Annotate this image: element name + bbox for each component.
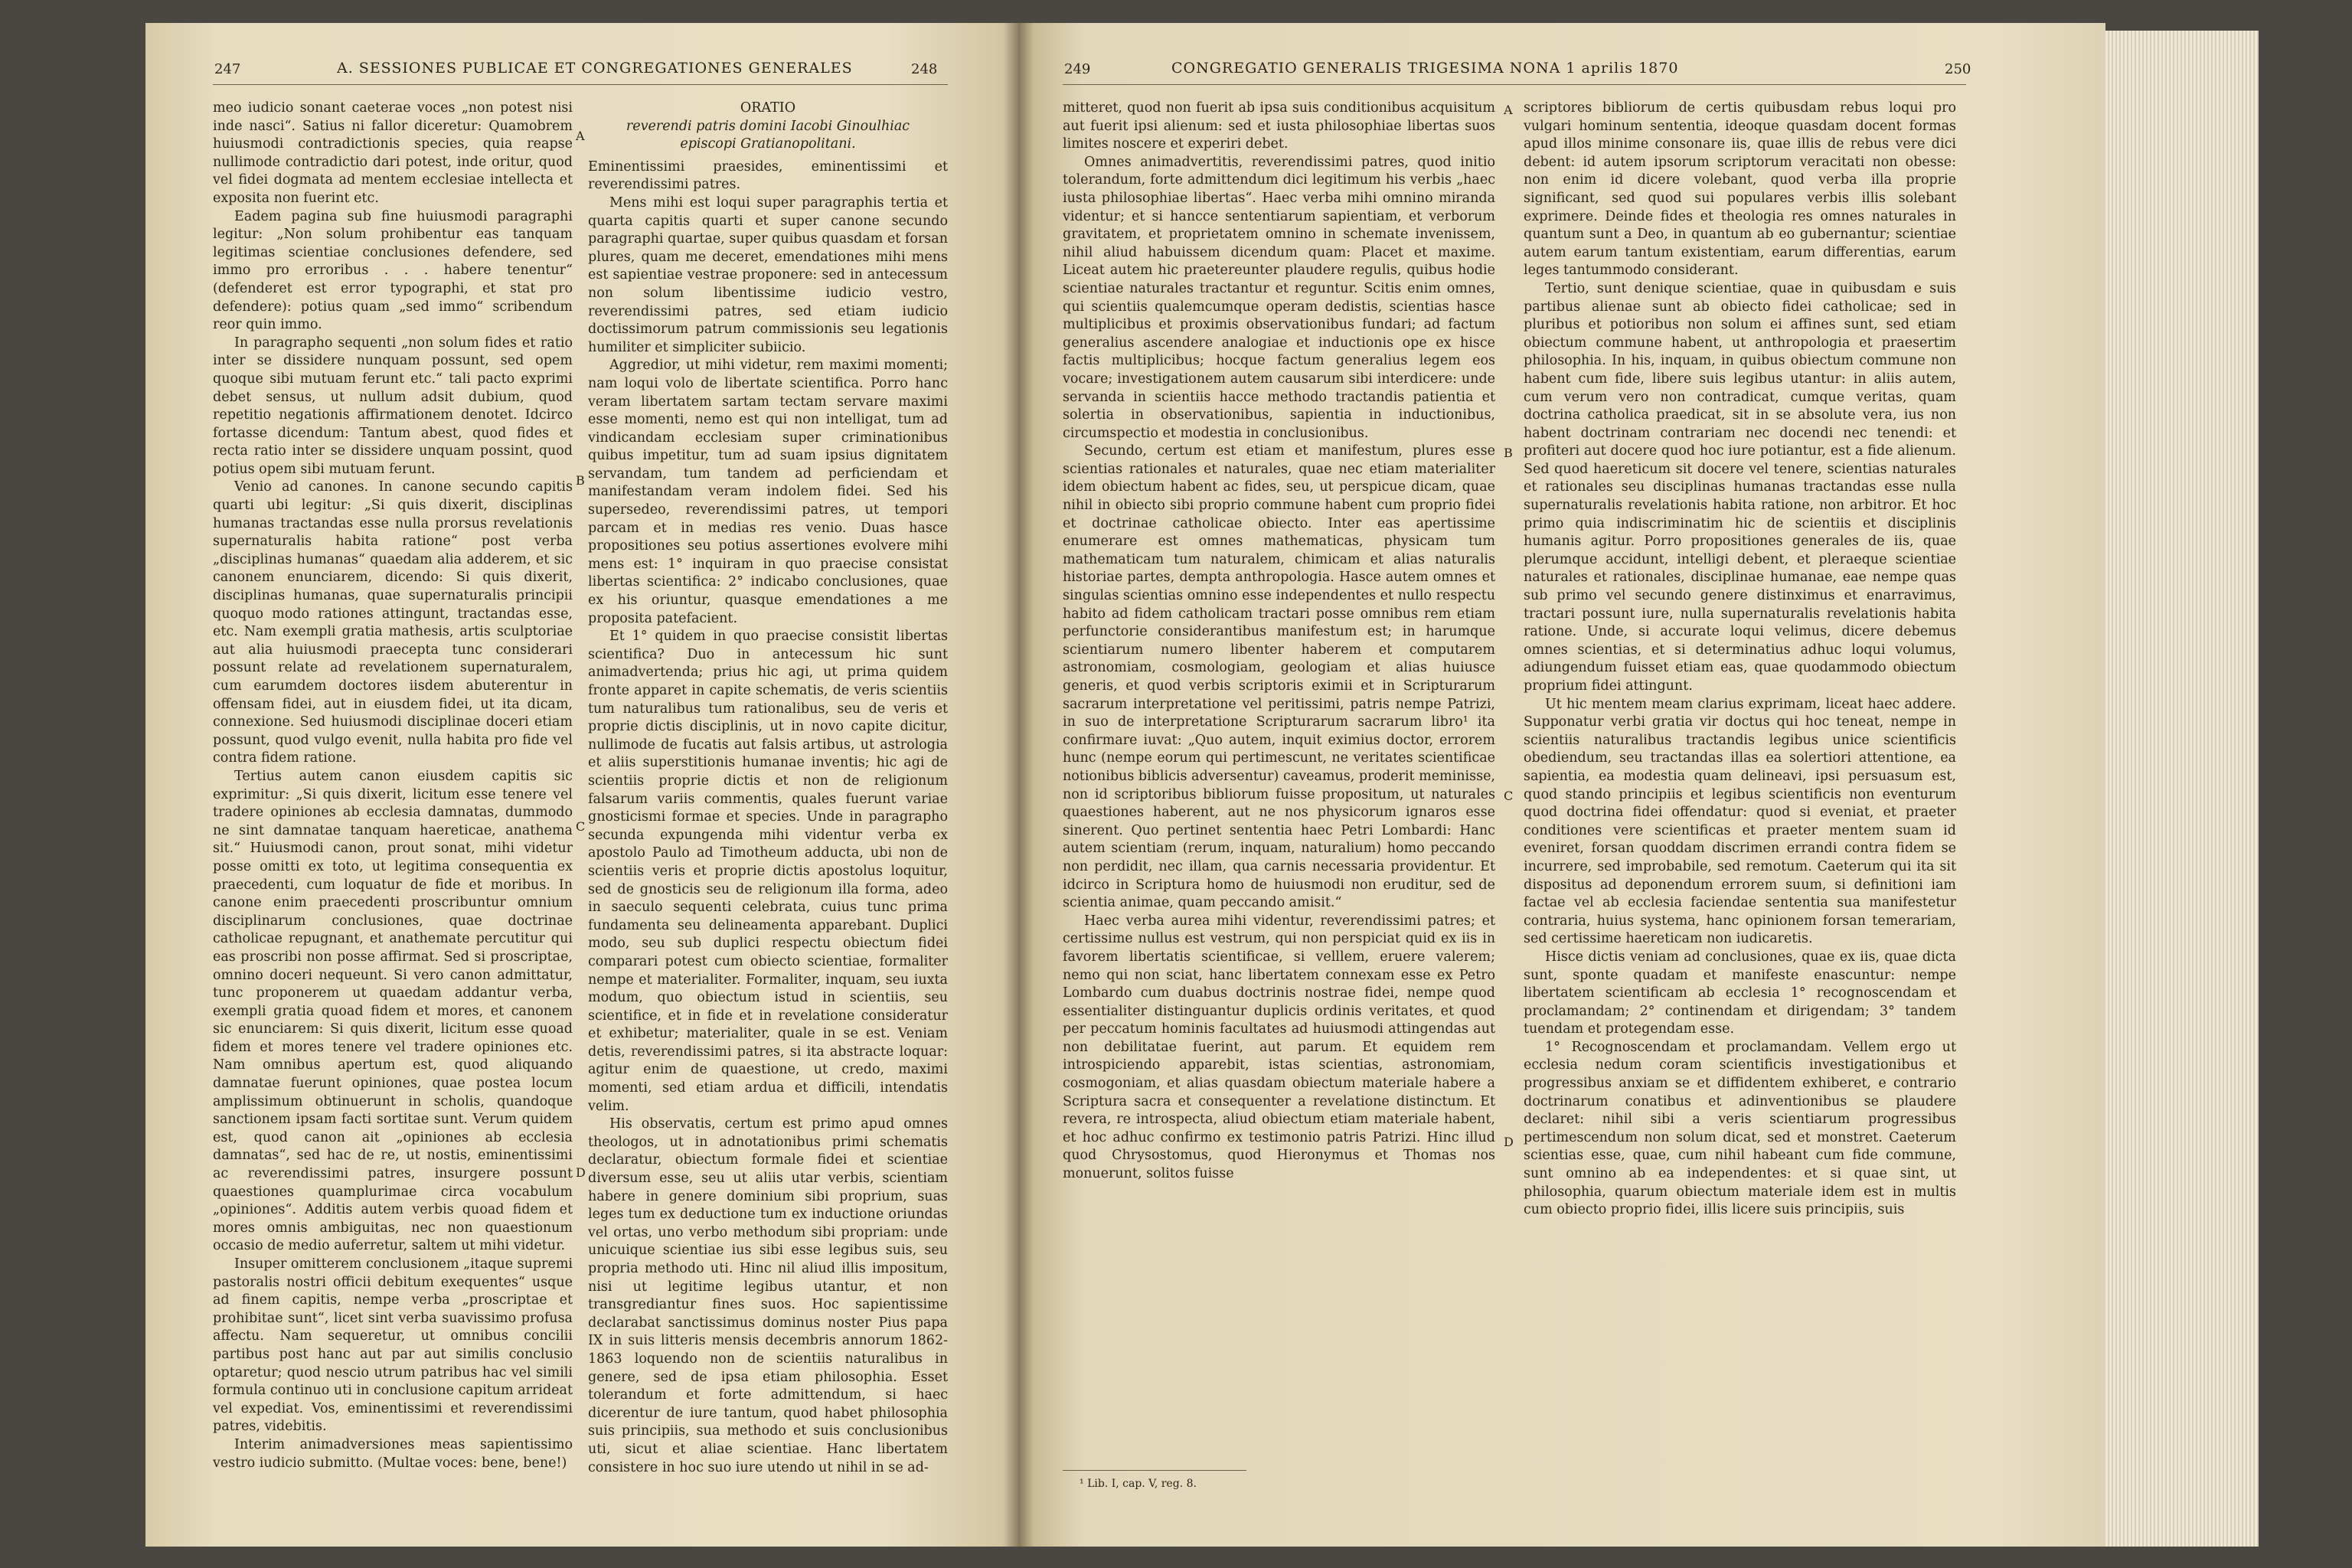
- paragraph: Eminentissimi praesides, eminentissimi et reverendissimi patres.: [588, 158, 948, 193]
- paragraph: Tertius autem canon eiusdem capitis sic exprimitur: „Si quis dixerit, licitum esse tenere vel tradere opiniones ab ecclesia damnatas, dummodo ne sint damnatae tanquam haereticae, anathema sit.“ Huiusmodi canon, prout sonat, mihi videtur posse omitti ex toto, ut legitima consequentia ex praecedenti, cum loquatur de fide et moribus. In canone enim praecedenti proscribuntur omnium disciplinarum conclusiones, quae doctrinae catholicae repugnant, et anathemate percutitur qui eas proscribi non posse affirmat. Sed si proscriptae, omnino doceri nequeunt. Si vero canon admittatur, tunc proponerem ut quaedam addantur verba, exempli gratia quoad fidem et mores, et canonem sic enunciarem: Si quis dixerit, licitum esse quoad fidem et mores tenere vel tradere opiniones etc. Nam omnibus apertum est, quod aliquando damnatae fuerunt opiniones, quae postea locum amplissimum obtinuerunt in scholis, quandoque sanctionem ipsam facti sortitae sunt. Verum quidem est, quod canon ait „opiniones ab ecclesia damnatas“, sed hac de re, ut nostis, eminentissimi ac reverendissimi patres, insurgere possunt quaestiones quamplurimae circa vocabulum „opiniones“. Additis autem verbis quoad fidem et mores omnis ambiguitas, nec non quaestionum occasio de medio auferretur, saltem ut mihi videtur.: [213, 768, 573, 1254]
- paragraph: Interim animadversiones meas sapientissimo vestro iudicio submitto. (Multae voces: bene, bene!): [213, 1436, 573, 1471]
- margin-letter: D: [576, 1165, 586, 1180]
- book-spread: [31, 23, 2282, 1554]
- margin-letter: D: [1504, 1135, 1514, 1149]
- paragraph: Tertio, sunt denique scientiae, quae in quibusdam e suis partibus alienae sunt ab obiecto fidei catholicae; sed in pluribus et potioribus non solum ei affines sunt, sed etiam obiectum commune habent, ut anthropologia et praesertim philosophia. In his, inquam, in quibus obiectum commune non habent cum fide, libere suis legibus utantur: in aliis autem, cum verum vero non contradicat, cumque veritas, quam doctrina catholica praedicat, sit in se absolute vera, ius non habent doctrinam contrariam nec docendi nec tenendi: et profiteri aut docere quod hoc iure potiantur, est a fide alienum. Sed quod haereticum sit docere vel tenere, scientias naturales et rationales seu disciplinas humanas tractandas esse nulla supernaturalis revelationis habita ratione, non arbitror. Et hoc primo quia indiscriminatim hic de scientiis et disciplinis humanis agitur. Porro propositiones generales de iis, quae plerumque accidunt, intelligi debent, et pleraeque scientiae naturales et rationales, disciplinae humanae, eae nempe quas sub primo vel secundo genere distinximus et enarravimus, tractari possunt iure, nulla supernaturalis revelationis habita ratione. Unde, si accurate loqui velimus, dicere debemus omnes scientias, et si determinatius adhuc loqui volumus, adiungendum fuisset etiam eas, quae quodammodo obiectum proprium fidei attingunt.: [1524, 280, 1956, 694]
- margin-letter: B: [1504, 446, 1513, 460]
- oratio-author: reverendi patris domini Iacobi Ginoulhiac: [626, 118, 910, 134]
- header-rule: [1063, 84, 1966, 85]
- paragraph: Haec verba aurea mihi videntur, reverendissimi patres; et certissime nullus est vestrum, qui non perspiciat quid ex iis in favorem libertatis scientificae, si velllem, eruere valerem; nemo qui non sciat, hanc libertatem connexam esse ex Petro Lombardo cum duabus doctrinis nostrae fidei, nempe quod essentialiter distinguantur duplicis ordinis veritates, et quod per peccatum hominis facultates ad huiusmodi attingendas aut non debilitatae fuerint, aut parum. Et equidem rem introspiciendo apparebit, istas scientias, astronomiam, cosmogoniam, et alias quasdam obiectum materiale habere a Scriptura sacra et consequenter a revelatione distinctum. Et revera, re introspecta, aliud obiectum etiam materiale habent, et hoc adhuc confirmo ex testimonio patris Patrizi. Hinc illud quod Chrysostomus, quod Hieronymus et Thomas nos monuerunt, solitos fuisse: [1063, 913, 1495, 1182]
- page-number: 249: [1064, 61, 1091, 77]
- oratio-see: episcopi Gratianopolitani.: [680, 136, 856, 152]
- page-number: 250: [1945, 61, 1971, 77]
- text-column-right: [588, 100, 948, 1477]
- paragraph: Et 1° quidem in quo praecise consistit libertas scientifica? Duo in antecessum hic sunt animadvertenda; prius hic agi, ut prima quidem fronte apparet in capite schematis, de veris scientiis tum naturalibus tum rationalibus, seu de veris et proprie dictis disciplinis, ut in novo capite dicitur, nullimode de fucatis aut falsis artibus, ut astrologia et aliis superstitionis humanae inventis; hic agi de scientiis proprie dictis et non de religionum falsarum variis commentis, quales fuerunt variae gnosticismi formae et species. Unde in paragrapho secunda expungenda mihi videntur verba ex apostolo Paulo ad Timotheum adducta, ubi non de scientiis veris et proprie dictis apostolus loquitur, sed de gnosticis seu de religionum illa forma, adeo in saeculo sequenti celebrata, cuius tunc prima fundamenta seu delineamenta apparebant. Duplici modo, seu sub duplici respectu obiectum fidei comparari potest cum obiecto scientiae, formaliter nempe et materialiter. Formaliter, inquam, seu iuxta modum, quo obiectum istud in scientiis, seu scientifice, et in fide et in revelatione consideratur et exhibetur; materialiter, quale in se est. Veniam detis, reverendissimi patres, si ita abstracte loquar: agitur enim de quaestione, ut credo, maximi momenti, sed etiam ardua et difficili, intendatis velim.: [588, 629, 948, 1114]
- margin-letter: A: [576, 129, 585, 143]
- paragraph: Aggredior, ut mihi videtur, rem maximi momenti; nam loqui volo de libertate scientifica. Porro hanc veram libertatem sartam tectam servare maximi esse momenti, nemo est qui non intelligat, tum ad vindicandam ecclesiam super criminationibus quibus impetitur, tum ad suam ipsius dignitatem servandam, tum tandem ad perficiendam et manifestandam veram indolem fidei. Sed his supersedeo, reverendissimi patres, ut tempori parcam et in medias res venio. Duas hasce propositiones seu potius assertiones evolvere mihi mens est: 1° inquiram in quo praecise consistat libertas scientifica: 2° indicabo conclusiones, quae ex his oriuntur, quasque emendationes a me proposita patefacient.: [588, 358, 948, 626]
- paragraph: Mens mihi est loqui super paragraphis tertia et quarta capitis quarti et super canone secundo paragraphi quartae, super quibus quasdam et forsan plures, quam me deceret, emendationes mihi mens est sapientiae vestrae proponere: sed in antecessum non solum libentissime iudicio vestro, reverendissimi patres, sed etiam iudicio doctissimorum patrum commissionis seu legationis humiliter et simpliciter subiicio.: [588, 194, 948, 355]
- header-rule: [213, 84, 948, 85]
- left-page: [145, 23, 1018, 1547]
- paragraph: 1° Recognoscendam et proclamandam. Vellem ergo ut ecclesia nedum coram scientificis investigationibus et progressibus anxiam se et diffidentem exhiberet, e contrario doctrinarum conatibus et adinventionibus se plaudere declaret: nihil sibi a veris scientiarum progressibus pertimescendum non solum dicat, sed et monstret. Caeterum scientias esse, quae, cum nihil habeant cum fide commune, sunt omnino ab ea independentes: et si quae sint, ut philosophia, quarum obiectum materiale idem est in multis cum obiecto proprio fidei, illis licere suis principiis, suis: [1524, 1039, 1956, 1218]
- footnote: ¹ Lib. I, cap. V, reg. 8.: [1080, 1478, 1197, 1490]
- paragraph: In paragrapho sequenti „non solum fides et ratio inter se dissidere nunquam possunt, sed opem quoque sibi mutuam ferunt etc.“ tali pacto exprimi debet sensus, ut nullum adsit dubium, quod repetitio negationis affirmationem denotet. Idcirco fortasse dicendum: Tantum abest, quod fides et recta ratio inter se dissidere unquam possint, quod potius opem sibi mutuam ferunt.: [213, 335, 573, 477]
- margin-letter: C: [576, 819, 586, 834]
- text-column-right: [1524, 100, 1956, 1220]
- paragraph: meo iudicio sonant caeterae voces „non potest nisi inde nasci“. Satius ni fallor diceretur: Quamobrem huiusmodi contradictionis species, quia reapse nullimode contradictio dari potest, inde oritur, quod vel fidei dogmata ad mentem ecclesiae intellecta et exposita non fuerint etc.: [213, 100, 573, 206]
- paragraph: scriptores bibliorum de certis quibusdam rebus loqui pro vulgari hominum sententia, ideoque quasdam docent formas apud illos minime consonare iis, quae illis de rebus vere dici debent: id autem ipsorum scriptorum veracitati non obesse: non enim id dicere volebant, quod verba illa proprie significant, sed quod sui populares verbis illis solebant exprimere. Deinde fides et theologia res omnes naturales in quantum sunt a Deo, in quantum ab eo gubernantur; scientiae autem earum tantum existentiam, earum differentias, earum leges tantummodo considerant.: [1524, 100, 1956, 279]
- book-gutter: [1003, 23, 1034, 1547]
- margin-letter: A: [1504, 103, 1513, 117]
- margin-letter: B: [576, 473, 585, 488]
- page-number: 247: [214, 61, 241, 77]
- paragraph: Venio ad canones. In canone secundo capitis quarti ubi legitur: „Si quis dixerit, disciplinas humanas tractandas esse nulla prorsus revelationis supernaturalis habita ratione“ post verba „disciplinas humanas“ quaedam alia adderem, et sic canonem enunciarem, dicendo: Si quis dixerit, disciplinas humanas, quae supernaturalis principii quoquo modo rationes attingunt, tractandas esse, etc. Nam exempli gratia mathesis, artis sculptoriae aut alia huiusmodi praecepta tunc considerari possunt relate ad revelationem supernaturalem, cum earumdem doctores iisdem abuterentur in offensam fidei, aut in eiusdem fidei, ut ita dicam, connexione. Sed huiusmodi disciplinae doceri etiam possunt, quod vulgo evenit, nulla habita pro fide vel contra fidem ratione.: [213, 479, 573, 766]
- paragraph: Insuper omitterem conclusionem „itaque supremi pastoralis nostri officii debitum exequentes“ usque ad finem capitis, nempe verba „proscriptae et prohibitae sunt“, licet sint verba suavissimo profusa affectu. Nam sequeretur, ut omnibus concilii partibus post hanc aut par aut similis conclusio optaretur; quod nescio utrum patribus hac vel simili formula continuo uti in conclusione capitum arrideat vel expediat. Vos, eminentissimi et reverendissimi patres, videbitis.: [213, 1256, 573, 1435]
- page-edges: [2105, 31, 2259, 1547]
- text-column-left: [1063, 100, 1495, 1184]
- margin-letter: C: [1504, 789, 1514, 803]
- right-page: [1018, 23, 2105, 1547]
- oratio-title: ORATIO: [740, 100, 796, 116]
- paragraph: mitteret, quod non fuerit ab ipsa suis conditionibus acquisitum aut fuerit ipsi alienum: sed et iusta philosophiae libertas suos limites noscere et experiri debet.: [1063, 100, 1495, 152]
- paragraph: Secundo, certum est etiam et manifestum, plures esse scientias rationales et naturales, quae nec etiam materialiter idem obiectum habent ac fides, seu, ut perspicue dicam, quae nihil in obiecto sibi proprio commune habent cum proprio fidei et doctrinae catholicae obiecto. Inter eas apertissime enumerare est omnes mathematicas, physicam tum mathematicam tum naturalem, chimicam et alias naturalis historiae partes, dempta anthropologia. Hasce autem omnes et singulas scientias omnino esse independentes et nullo respectu habito ad fidem catholicam tractari posse omnibus rem etiam perfunctorie considerantibus manifestum est; in harumque scientiarum numero libenter haberem et computarem astronomiam, cosmologiam, geologiam et alias huiusce generis, et quod verbis scriptoris eximii et in Scripturarum sacrarum interpretatione vel peritissimi, patris nempe Patrizi, in suo de interpretatione Scripturarum sacrarum libro¹ ita confirmare iuvat: „Quo autem, inquit eximius doctor, errorem hunc (nempe eorum qui pertimescunt, ne veritates scientificae notionibus biblicis adversentur) caveamus, proderit meminisse, non id scriptoribus bibliorum fuisse propositum, ut naturales quaestiones haberent, aut ne nos physicorum ignaros esse sinerent. Quo pertinet sententia haec Petri Lombardi: Hanc autem scientiam (rerum, inquam, naturalium) homo peccando non perdidit, nec illam, qua carnis necessaria providentur. Et idcirco in Scriptura homo de huiusmodi non eruditur, sed de scientia animae, quam peccando amisit.“: [1063, 443, 1495, 911]
- paragraph: Hisce dictis veniam ad conclusiones, quae ex iis, quae dicta sunt, sponte quadam et manifeste enascuntur: nempe libertatem scientificam ab ecclesia 1° recognoscendam et proclamandam; 2° continendam et dirigendam; 3° tandem tuendam et protegendam esse.: [1524, 949, 1956, 1037]
- paragraph: Ut hic mentem meam clarius exprimam, liceat haec addere. Supponatur verbi gratia vir doctus qui hoc teneat, nempe in scientiis naturalibus tractandis legibus unice scientificis obediendum, seu tractandas illas ea solertiori attentione, ea sapientia, ea modestia quam delineavi, ipsi persuasum est, quod stando principiis et legibus scientificis non eventurum quod doctrina fidei offendatur: quod si eveniat, et praeter conditiones vere scientificas et praeter mentem suam id eveniret, forsan quoddam discrimen errandi contra fidem se incurrere, sed improbabile, sed remotum. Caeterum qui ita sit dispositus ad deponendum errorem suum, si definitioni iam factae vel ab ecclesia faciendae sententia sua manifestetur contraria, huius systema, hanc opinionem forsan temerariam, sed certissime haereticam non iudicaretis.: [1524, 696, 1956, 947]
- paragraph: Omnes animadvertitis, reverendissimi patres, quod initio tolerandum, forte admittendum dici legitimum his verbis „haec iusta philosophiae libertas“. Haec verba mihi omnino miranda videntur; et si hancce sententiarum sapientiam, et verborum gravitatem, et proprietatem omnino in schemate invenissem, nihil aliud habuissem dicendum quam: Placet et maxime. Liceat autem hic praetereunter plaudere regulis, quibus hodie scientiae naturales tractantur et reguntur. Scitis enim omnes, qui scientiis qualemcumque operam dedistis, scientias hasce multiplicibus et proximis observationibus fundari; ad factum generalius ascendere analogiae et inductionis ope ex hisce factis multiplicibus; hocque factum generalius legem eos vocare; investigationem autem causarum sibi interdicere: unde servanda in scientiis hacce methodo tractandis patientia et solertia in observationibus, sapientia in inductionibus, circumspectio et modestia in conclusionibus.: [1063, 154, 1495, 441]
- page-number: 248: [911, 61, 938, 77]
- running-head: A. SESSIONES PUBLICAE ET CONGREGATIONES GENERALES: [337, 60, 853, 77]
- running-head: CONGREGATIO GENERALIS TRIGESIMA NONA 1 aprilis 1870: [1171, 60, 1679, 77]
- paragraph: Eadem pagina sub fine huiusmodi paragraphi legitur: „Non solum prohibentur eas tanquam legitimas scientiae conclusiones defendere, sed immo pro erroribus . . . habere tenentur“ (defenderet est error typographi, et stat pro defendere): potius quam „sed immo“ scribendum reor quin immo.: [213, 208, 573, 333]
- paragraph: His observatis, certum est primo apud omnes theologos, ut in adnotationibus primi schematis declaratur, obiectum formale fidei et scientiae diversum esse, seu ut aliis utar verbis, scientiam habere in genere dominium sibi proprium, suas leges tum ex deductione tum ex inductione oriundas vel ortas, uno verbo methodum sibi propriam: unde unicuique scientiae ius sibi esse legibus suis, seu propria methodo uti. Hinc nil aliud illis impositum, nisi ut legitime legibus utantur, et non transgrediantur fines suos. Hoc sapientissime declarabat sanctissimus dominus noster Pius papa IX in suis litteris mensis decembris annorum 1862-1863 loquendo non de scientiis naturalibus in genere, sed de ipsa etiam philosophia. Esset tolerandum et forte admittendum, si haec dicerentur de iure tantum, quod habet philosophia suis principiis, sua methodo et suis conclusionibus uti, sicut et aliae scientiae. Hanc libertatem consistere in hoc suo iure utendo ut nihil in se ad-: [588, 1116, 948, 1475]
- text-column-left: [213, 100, 573, 1472]
- footnote-rule: [1063, 1470, 1246, 1471]
